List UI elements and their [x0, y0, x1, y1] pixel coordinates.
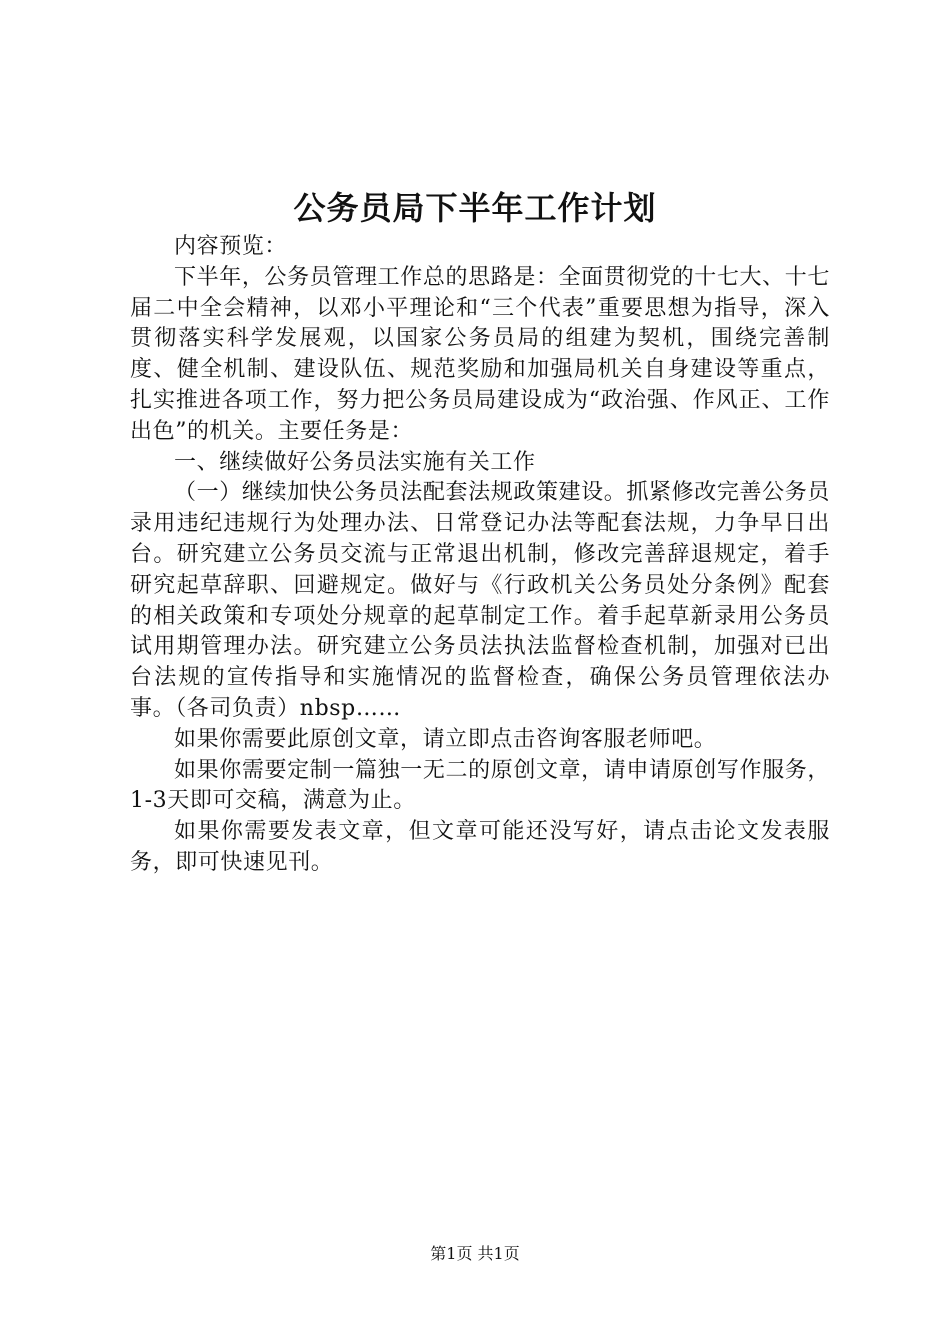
- document-title: 公务员局下半年工作计划: [293, 189, 657, 227]
- section-heading: 一、继续做好公务员法实施有关工作: [174, 449, 536, 475]
- promo-paragraph-consult: 如果你需要此原创文章，请立即点击咨询客服老师吧。: [174, 726, 717, 752]
- page-footer: 第1页 共1页: [430, 1244, 520, 1263]
- preview-label: 内容预览：: [174, 234, 288, 259]
- subsection-paragraph: （一）继续加快公务员法配套法规政策建设。抓紧修改完善公务员录用违纪违规行为处理办法、日常登记办法等配套法规，力争早日出台。研究建立公务员交流与正常退出机制，修改完善辞退规定，着手研究起草辞职、回避规定。做好与《行政机关公务员处分条例》配套的相关政策和专项处分规章的起草制定工作。着手起草新录用公务员试用期管理办法。研究建立公务员法执法监督检查机制，加强对已出台法规的宣传指导和实施情况的监督检查，确保公务员管理依法办事。（各司负责）nbsp……: [130, 480, 830, 721]
- promo-paragraph-custom: 如果你需要定制一篇独一无二的原创文章，请申请原创写作服务，1-3天即可交稿，满意为止。: [130, 757, 830, 814]
- document-body: [130, 232, 830, 879]
- intro-paragraph: 下半年，公务员管理工作总的思路是：全面贯彻党的十七大、十七届二中全会精神，以邓小平理论和“三个代表”重要思想为指导，深入贯彻落实科学发展观，以国家公务员局的组建为契机，围绕完善制度、健全机制、建设队伍、规范奖励和加强局机关自身建设等重点，扎实推进各项工作，努力把公务员局建设成为“政治强、作风正、工作出色”的机关。主要任务是：: [130, 264, 830, 444]
- promo-paragraph-publish: 如果你需要发表文章，但文章可能还没写好，请点击论文发表服务，即可快速见刊。: [130, 819, 830, 875]
